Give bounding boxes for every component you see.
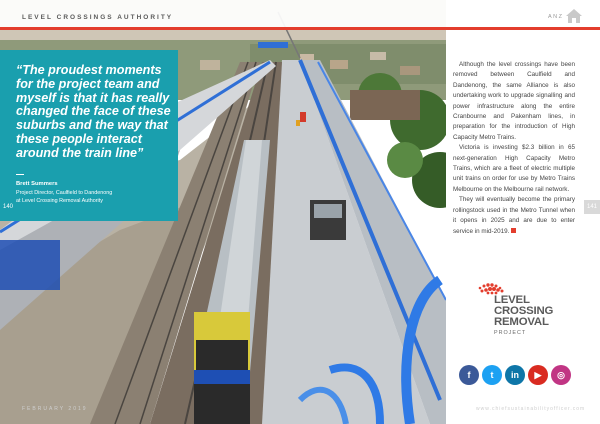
home-icon[interactable] — [566, 9, 582, 23]
logo-word-crossing: CROSSING — [494, 305, 554, 317]
page-number-left: 140 — [0, 200, 16, 214]
pull-quote-box — [0, 50, 178, 221]
footer-website[interactable]: www.chiefsustainabilityofficer.com — [476, 406, 586, 412]
article-paragraph: Although the level crossings have been removed between Caulfield and Dandenong, the same Alliance is also undertaking work to upgrade signalling and power infrastructure along the entire Cranbourne and Pakenham lines, in preparation for the introduction of High Capacity Metro Trains. — [453, 61, 575, 141]
header-accent-rule-right — [446, 27, 600, 30]
instagram-icon[interactable]: ◎ — [551, 365, 571, 385]
logo-word-removal: REMOVAL — [494, 316, 549, 328]
edition-label: ANZ — [548, 14, 564, 20]
end-of-article-mark — [511, 228, 516, 233]
logo-word-project: PROJECT — [494, 330, 527, 336]
article-paragraph: Victoria is investing $2.3 billion in 65 next-generation High Capacity Metro Trains, which are a fleet of electric multiple unit trains on order for use by Metro Trains Melbourne on the Melbourne rail network. — [453, 144, 575, 193]
article-body — [453, 60, 575, 237]
header-accent-rule — [0, 27, 446, 30]
article-paragraph — [453, 195, 575, 237]
quote-divider — [16, 174, 24, 175]
social-links — [459, 365, 571, 385]
page-number-right: 141 — [584, 200, 600, 214]
quote-attribution-name: Brett Summers — [16, 181, 58, 187]
article-page — [446, 0, 600, 424]
facebook-icon[interactable]: f — [459, 365, 479, 385]
logo-word-level: LEVEL — [494, 294, 530, 306]
lxrp-logo — [474, 280, 584, 346]
pull-quote-text: “The proudest moments for the project team and myself is that it has really changed the face of these suburbs and the way that these people interact around the train line” — [16, 63, 171, 160]
footer-issue-date: FEBRUARY 2019 — [22, 406, 88, 412]
linkedin-icon[interactable]: in — [505, 365, 525, 385]
article-paragraph-text: They will eventually become the primary rollingstock used in the Metro Tunnel when it opens in 2025 and are due to enter service in mid-2019. — [453, 196, 575, 235]
twitter-icon[interactable]: t — [482, 365, 502, 385]
youtube-icon[interactable]: ▶ — [528, 365, 548, 385]
quote-attribution-org: at Level Crossing Removal Authority — [16, 198, 103, 204]
quote-attribution-role: Project Director, Caulfield to Dandenong — [16, 190, 113, 196]
publication-title: LEVEL CROSSINGS AUTHORITY — [22, 14, 174, 21]
